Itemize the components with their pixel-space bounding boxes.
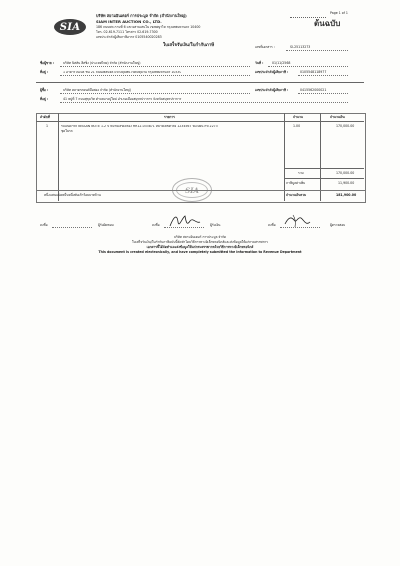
buyer-address-underline: [60, 102, 348, 103]
signature-3-role: ผู้ตรวจสอบ: [330, 223, 346, 227]
seller-date-underline: [268, 66, 348, 67]
buyer-address: 41 หมู่ที่ 7 ถนนสุขุมวิท ตำบลบางปูใหม่ อำเภอเมืองสมุทรปราการ จังหวัดสมุทรปราการ: [63, 97, 182, 101]
footer-note-en: This document is created electronically, and have completely submitted the information to Revenue Department: [98, 250, 302, 254]
buyer-name-underline: [60, 93, 250, 94]
table-row-desc-1: รับเงินค่ารถ NISSAN NOTE 1.2 V หมายเลขเครื่อง HR12-033871 หมายเลขตัวถัง 1234567 ทะเบียน กข 2273: [61, 125, 218, 128]
subtotal-divider: [284, 168, 364, 169]
doc-no-underline: [286, 50, 348, 51]
section-divider-1: [36, 82, 364, 83]
seller-address-label: ที่อยู่ :: [40, 70, 49, 74]
table-header-no: ลำดับที่: [40, 115, 50, 119]
doc-no: SI-25113273: [290, 45, 311, 49]
subtotal-value: 170,000.00: [336, 171, 355, 175]
grand-total-value: 181,900.00: [336, 193, 357, 197]
footer-note-2: เอกสารนี้ได้จัดทำและส่งข้อมูลให้แก่กรมสรรพากรด้วยวิธีการทางอิเล็กทรอนิกส์: [146, 245, 254, 249]
company-logo: [54, 19, 86, 35]
table-header-divider: [36, 121, 364, 122]
signature-2-role: ผู้รับเงิน: [210, 223, 221, 227]
seller-name-label: ชื่อผู้ขาย :: [40, 61, 55, 65]
table-row-no: 1: [46, 124, 49, 128]
signature-1-role: ผู้รับผิดชอบ: [98, 223, 114, 227]
company-name-en: SIAM INTER AUCTION CO., LTD.: [96, 19, 162, 24]
footer-company: บริษัท สยามอินเตอร์ การประมูล จำกัด: [173, 235, 227, 239]
buyer-name-label: ผู้ซื้อ :: [40, 88, 49, 92]
logo-text: SIA: [59, 21, 81, 33]
buyer-tax-underline: [298, 93, 348, 94]
vat-divider: [284, 178, 364, 179]
table-header-qty: จำนวน: [293, 115, 303, 119]
buyer-name: บริษัท ตลาดรถยนต์มือสอง จำกัด (สำนักงานใหญ่): [63, 88, 131, 92]
signature-1-line: [52, 227, 92, 228]
table-col-divider-1: [58, 113, 59, 201]
signature-2-label: ลงชื่อ: [152, 223, 160, 227]
vat-value: 11,900.00: [338, 181, 355, 185]
table-col-divider-3: [320, 113, 321, 201]
seller-date-label: วันที่ :: [255, 61, 264, 65]
seller-name: บริษัท นิสสัน ลีสซิ่ง (ประเทศไทย) จำกัด (สำนักงานใหญ่): [63, 61, 141, 65]
buyer-address-label: ที่อยู่ :: [40, 97, 49, 101]
buyer-tax-label: เลขประจำตัวผู้เสียภาษี :: [255, 88, 289, 92]
seller-tax-id: 0105548118977: [300, 70, 327, 74]
grand-total-label: จำนวนเงินรวม: [286, 193, 307, 197]
signature-1-label: ลงชื่อ: [40, 223, 48, 227]
seller-tax-underline: [298, 75, 348, 76]
doc-no-label: เลขที่เอกสาร :: [255, 45, 275, 49]
table-row-qty: 1.00: [293, 124, 301, 128]
seller-tax-label: เลขประจำตัวผู้เสียภาษี :: [255, 70, 289, 74]
table-col-divider-2: [284, 113, 285, 201]
seller-date: 01/11/2568: [272, 61, 291, 65]
company-tax-id: เลขประจำตัวผู้เสียภาษีอากร 0105540020283: [96, 35, 162, 39]
table-row-amount: 170,000.00: [336, 124, 355, 128]
company-stamp-text: SIA: [185, 186, 199, 195]
copy-label: ต้นฉบับ: [314, 19, 341, 28]
signature-3-scribble: [283, 212, 313, 230]
company-address: 186 ถนนพระรามที่ 6 แขวงสามเสนใน เขตพญาไท กรุงเทพมหานคร 10400: [96, 25, 201, 29]
company-phone: โทร. 02-619-7111 โทรสาร 02-619-7300: [96, 30, 158, 34]
buyer-tax-id: 0415562000021: [300, 88, 327, 92]
seller-address-underline: [60, 75, 250, 76]
table-header-desc: รายการ: [164, 115, 175, 119]
vat-label: ภาษีมูลค่าเพิ่ม: [286, 181, 306, 185]
page-divider: [290, 17, 326, 18]
seller-name-underline: [60, 66, 250, 67]
total-in-words: หนึ่งแสนแปดหมื่นหนึ่งพันเก้าร้อยบาทถ้วน: [44, 193, 101, 197]
table-header-amount: จำนวนเงิน: [330, 115, 345, 119]
seller-address: 1 อาคารโนเบิล ชั้น 21 ถนนเพลินจิต แขวงลุมพินี เขตปทุมวัน กรุงเทพมหานคร 10330: [63, 71, 182, 74]
footer-note-1: ใบเสร็จรับเงิน/ใบกำกับภาษีฉบับนี้จัดทำโดยวิธีการทางอิเล็กทรอนิกส์และส่งข้อมูลให้แก่กรมสรรพากร: [132, 240, 268, 244]
signature-2-scribble: [168, 212, 202, 230]
table-row-desc-2: ชุดในรถ: [61, 129, 73, 133]
doc-title: ใบเสร็จรับเงิน/ใบกำกับภาษี: [163, 43, 215, 48]
signature-3-label: ลงชื่อ: [268, 223, 276, 227]
page-number: Page 1 of 1: [330, 11, 348, 15]
company-name-th: บริษัท สยามอินเตอร์ การประมูล จำกัด (สำนักงานใหญ่): [96, 13, 187, 18]
subtotal-label: รวม: [298, 171, 304, 175]
